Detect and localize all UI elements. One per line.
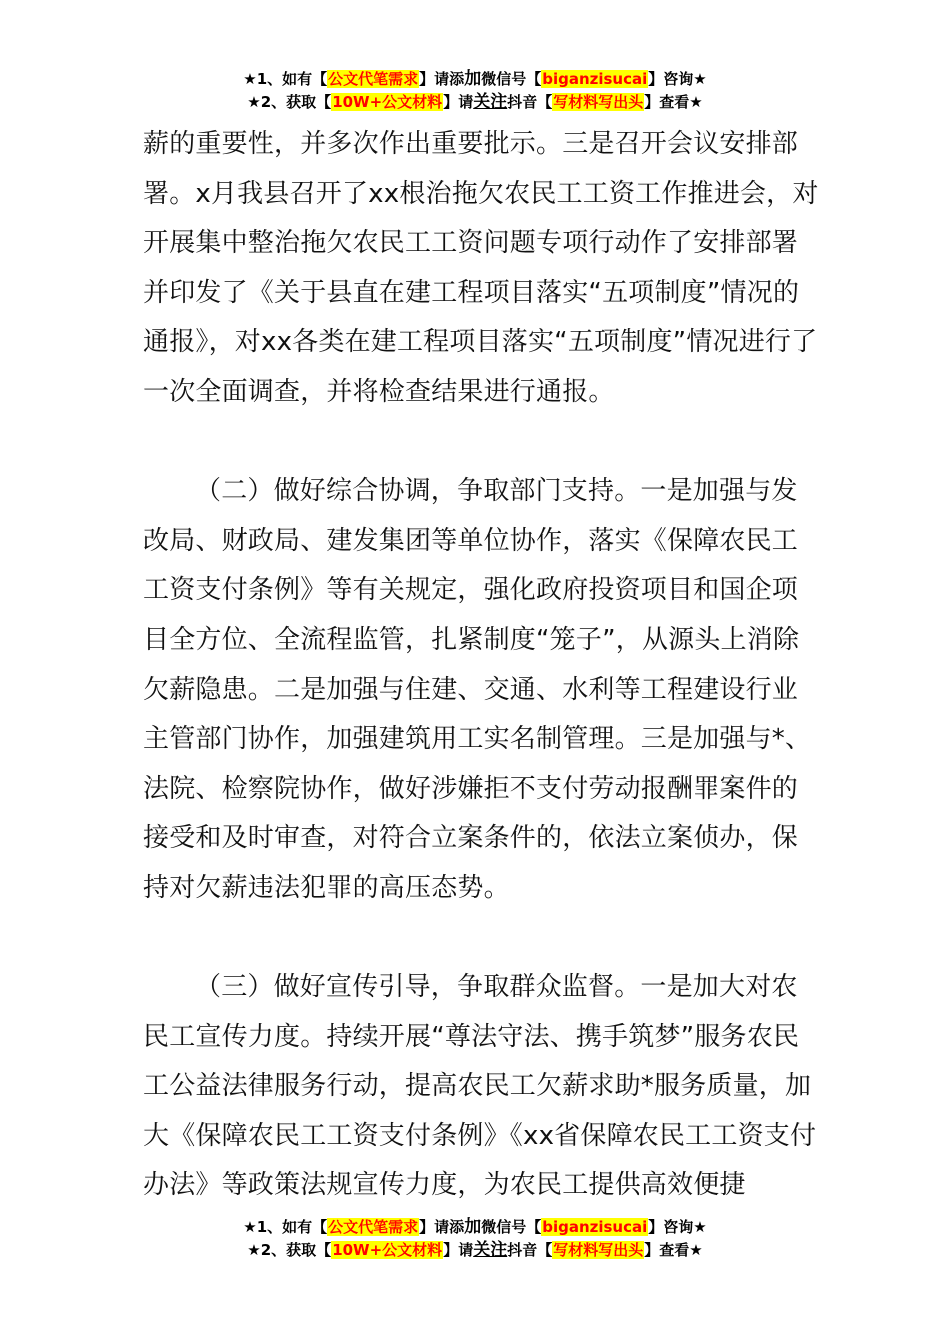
highlight-wechat-id: biganzisucai (542, 1218, 648, 1236)
paragraph-continuation: 薪的重要性，并多次作出重要批示。三是召开会议安排部署。x月我县召开了xx根治拖欠农民工工资工作推进会，对开展集中整治拖欠农民工工资问题专项行动作了安排部署并印发了《关于县直在建工程项目落实“五项制度”情况的通报》，对xx各类在建工程项目落实“五项制度”情况进行了一次全面调查，并将检查结果进行通报。 (143, 129, 819, 407)
paragraph-coordination: （二）做好综合协调，争取部门支持。一是加强与发改局、财政局、建发集团等单位协作，落实《保障农民工工资支付条例》等有关规定，强化政府投资项目和国企项目全方位、全流程监管，扎紧制度“笼子”，从源头上消除欠薪隐患。二是加强与住建、交通、水利等工程建设行业主管部门协作，加强建筑用工实名制管理。三是加强与*、法院、检察院协作，做好涉嫌拒不支付劳动报酬罪案件的接受和及时审查，对符合立案条件的，依法立案侦办，保持对欠薪违法犯罪的高压态势。 (143, 476, 812, 903)
banner-text: 微信号【 (481, 1218, 542, 1236)
highlight-douyin: 写材料写出头 (553, 1241, 644, 1259)
highlight-materials: 10W+公文材料 (332, 1241, 443, 1259)
banner-line-1 (0, 68, 950, 91)
banner-text: ★1、如有【 (243, 70, 328, 88)
banner-line-2 (0, 91, 950, 114)
banner-text: 】咨询★ (648, 1218, 707, 1236)
highlight-service: 公文代笔需求 (328, 1218, 419, 1236)
paragraph-publicity: （三）做好宣传引导，争取群众监督。一是加大对农民工宣传力度。持续开展“尊法守法、携手筑梦”服务农民工公益法律服务行动，提高农民工欠薪求助*服务质量，加大《保障农民工工资支付条例》《xx省保障农民工工资支付办法》等政策法规宣传力度，为农民工提供高效便捷 (143, 972, 817, 1201)
header-banner (0, 68, 950, 114)
document-body (143, 120, 823, 1211)
banner-text: 】查看★ (644, 93, 703, 111)
banner-text: 加 (464, 1217, 482, 1237)
footer-banner (0, 1216, 950, 1262)
banner-text: 】请添 (419, 70, 465, 88)
banner-text: 关注 (473, 92, 508, 112)
banner-text: ★2、获取【 (247, 93, 332, 111)
banner-text: 】请 (443, 93, 474, 111)
banner-text: 抖音【 (507, 1241, 553, 1259)
banner-line-2 (0, 1239, 950, 1262)
banner-line-1 (0, 1216, 950, 1239)
banner-text: 】请 (443, 1241, 474, 1259)
banner-text: 】查看★ (644, 1241, 703, 1259)
banner-text: 关注 (473, 1240, 508, 1260)
banner-text: 加 (464, 69, 482, 89)
banner-text: 】咨询★ (648, 70, 707, 88)
banner-text: 】请添 (419, 1218, 465, 1236)
highlight-wechat-id: biganzisucai (542, 70, 648, 88)
banner-text: ★1、如有【 (243, 1218, 328, 1236)
highlight-douyin: 写材料写出头 (553, 93, 644, 111)
banner-text: 抖音【 (507, 93, 553, 111)
highlight-service: 公文代笔需求 (328, 70, 419, 88)
banner-text: 微信号【 (481, 70, 542, 88)
banner-text: ★2、获取【 (247, 1241, 332, 1259)
highlight-materials: 10W+公文材料 (332, 93, 443, 111)
